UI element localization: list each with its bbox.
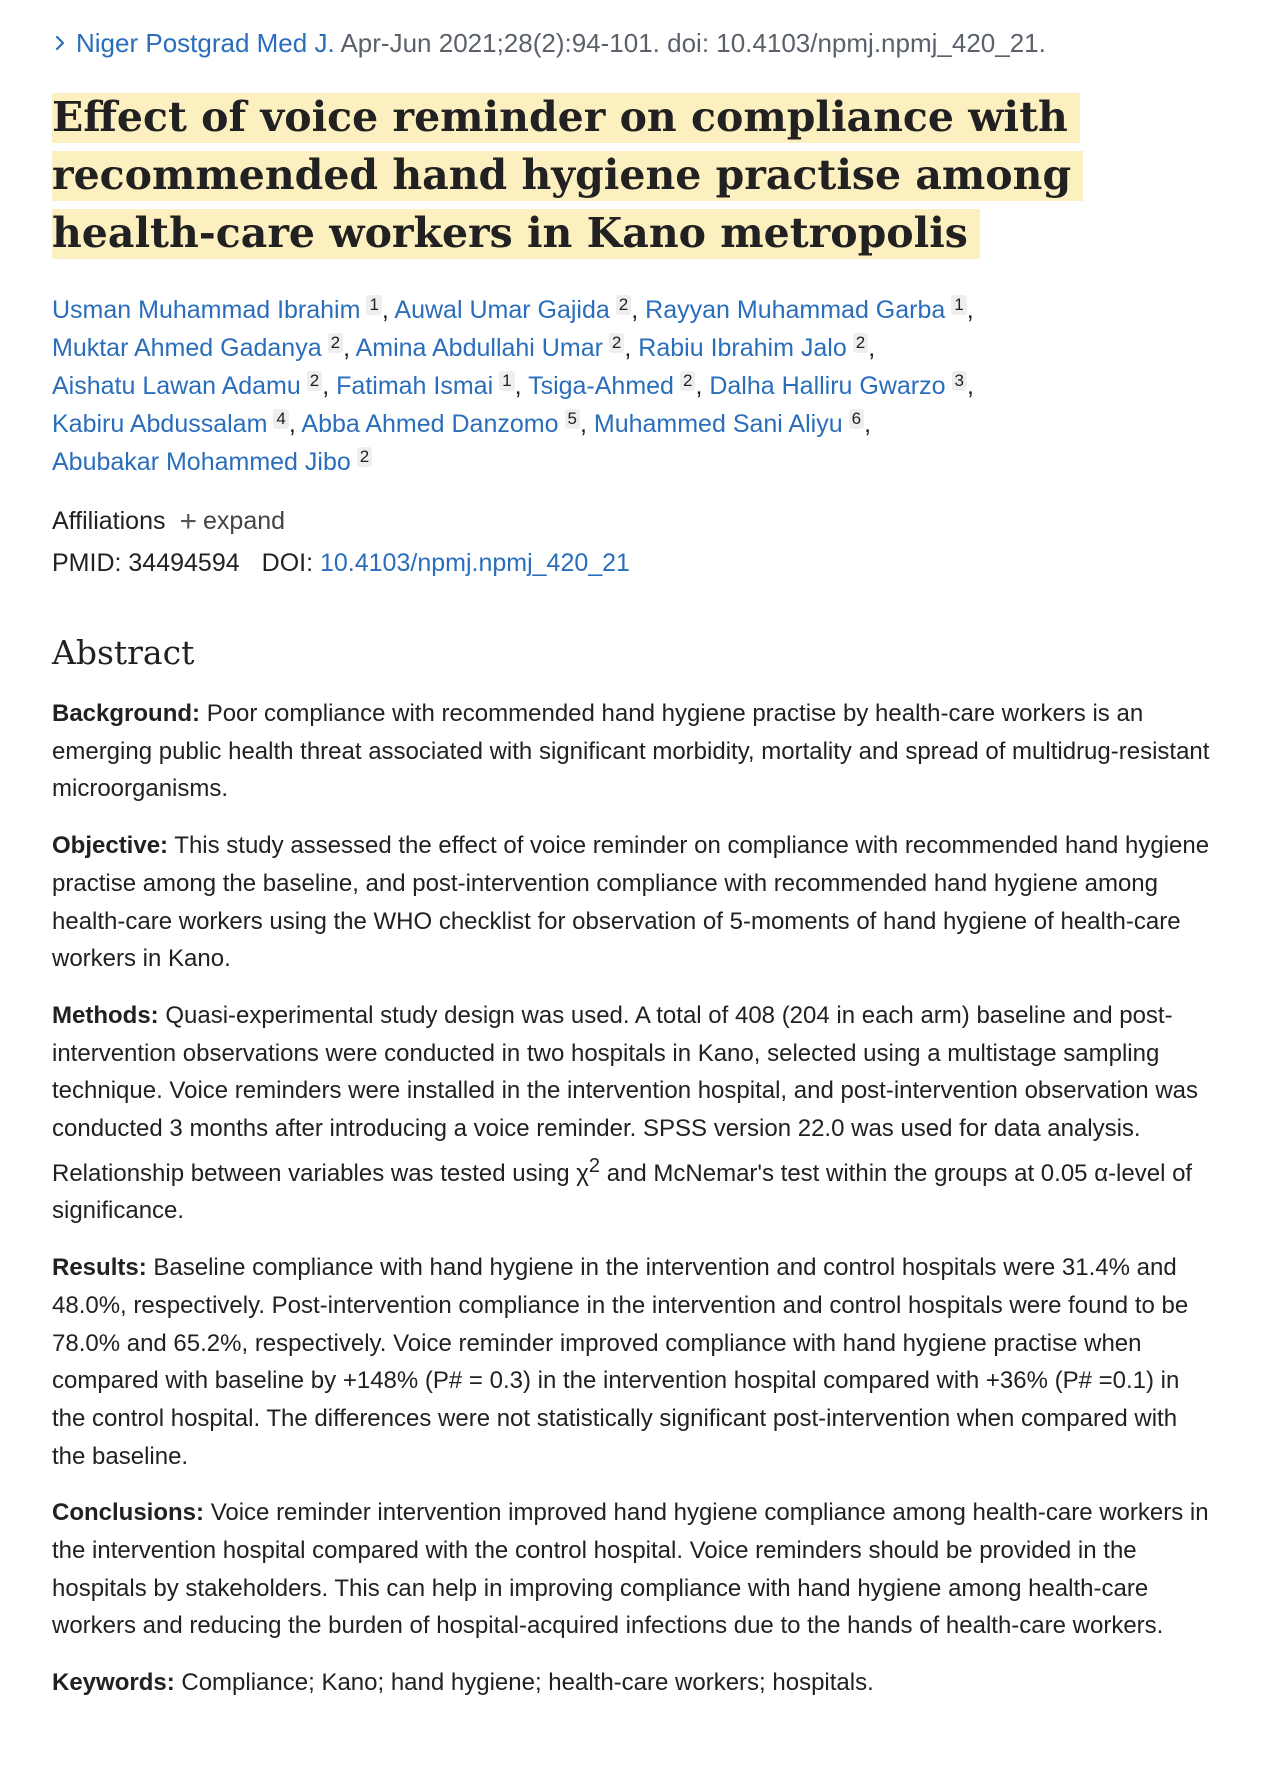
affiliation-number[interactable]: 1 [499,371,514,391]
methods-text-end: and McNemar's test within the groups at 0.05 α-level of significance. [52,1159,1193,1225]
journal-link[interactable]: Niger Postgrad Med J. [76,28,335,58]
author-link[interactable]: Abba Ahmed Danzomo [301,410,559,438]
abstract-heading: Abstract [52,633,195,672]
doi-link[interactable]: 10.4103/npmj.npmj_420_21 [320,549,630,577]
keywords-label: Keywords: [52,1669,175,1697]
abstract-body [52,695,1212,1721]
affiliation-number[interactable]: 1 [366,295,381,315]
article-title [52,88,1212,262]
affiliation-number[interactable]: 2 [616,295,631,315]
affiliation-number[interactable]: 2 [357,447,372,467]
author-link[interactable]: Aishatu Lawan Adamu [52,372,301,400]
results-label: Results: [52,1254,147,1282]
expand-label: expand [203,507,286,535]
chi-square-superscript: 2 [588,1154,601,1177]
author-link[interactable]: Auwal Umar Gajida [394,296,610,324]
abstract-background [52,695,1212,808]
keywords-text: Compliance; Kano; hand hygiene; health-care workers; hospitals. [181,1669,874,1697]
affiliation-number[interactable]: 6 [849,409,864,429]
author-link[interactable]: Rayyan Muhammad Garba [645,296,946,324]
affiliation-number[interactable]: 2 [680,371,695,391]
affiliation-number[interactable]: 2 [853,333,868,353]
doi-label: DOI: [261,549,314,577]
citation-details: Apr-Jun 2021;28(2):94-101. doi: 10.4103/npmj.npmj_420_21. [340,28,1046,58]
conclusions-label: Conclusions: [52,1499,205,1527]
affiliation-number[interactable]: 2 [328,333,343,353]
affiliation-number[interactable]: 1 [951,295,966,315]
results-text: Baseline compliance with hand hygiene in the intervention and control hospitals were 31.4% and 48.0%, respectively. Post-intervention compliance in the intervention and control hospitals were found to be 78.0% and 65.2%, respectively. Voice reminder improved compliance with hand hygiene practise when compared with baseline by +148% (P# = 0.3) in the intervention hospital compared with +36% (P# =0.1) in the control hospital. The differences were not statistically significant post-intervention when compared with the baseline. [52,1254,1189,1470]
methods-text: Quasi-experimental study design was used. A total of 408 (204 in each arm) baseline and post-intervention observations were conducted in two hospitals in Kano, selected using a multistage sampling technique. Voice reminders were installed in the intervention hospital, and post-intervention observation was conducted 3 months after introducing a voice reminder. SPSS version 22.0 was used for data analysis. Relationship between variables was tested using χ [52,1001,1198,1187]
author-link[interactable]: Kabiru Abdussalam [52,410,268,438]
methods-label: Methods: [52,1001,159,1029]
affiliation-number[interactable]: 2 [307,371,322,391]
citation-line [52,26,1046,60]
objective-text: This study assessed the effect of voice reminder on compliance with recommended hand hygiene practise among the baseline, and post-intervention compliance with recommended hand hygiene among health-care workers using the WHO checklist for observation of 5-moments of hand hygiene of health-care workers in Kano. [52,832,1210,973]
author-link[interactable]: Muktar Ahmed Gadanya [52,334,322,362]
abstract-conclusions [52,1494,1212,1645]
objective-label: Objective: [52,832,169,860]
author-list: Usman Muhammad Ibrahim 1 , Auwal Umar Gajida 2 , Rayyan Muhammad Garba 1 , Muktar Ahmed Gadanya 2 , Amina Abdullahi Umar 2 , Rabiu Ibrahim Jalo 2 , Aishatu Lawan Adamu 2 , Fatimah Ismai 1 , Tsiga-Ahmed 2 , Dalha Halliru Gwarzo 3 , Kabiru Abdussalam 4 , Abba Ahmed Danzomo 5 , Muhammed Sani Aliyu 6 , Abubakar Mohammed Jibo 2 [52,295,974,476]
background-label: Background: [52,700,201,727]
affiliation-number[interactable]: 2 [609,333,624,353]
abstract-methods [52,997,1212,1230]
abstract-keywords [52,1664,1212,1702]
author-link[interactable]: Dalha Halliru Gwarzo [709,372,946,400]
author-link[interactable]: Rabiu Ibrahim Jalo [638,334,847,362]
chevron-right-icon [52,35,68,51]
affiliations-label: Affiliations [52,507,166,535]
author-link[interactable]: Fatimah Ismai [336,372,494,400]
author-link[interactable]: Amina Abdullahi Umar [355,334,603,362]
author-link[interactable]: Usman Muhammad Ibrahim [52,296,361,324]
affiliations-expand-button[interactable] [179,505,286,538]
author-link[interactable]: Muhammed Sani Aliyu [593,410,843,438]
identifiers-row [52,546,630,580]
affiliations-row [52,504,285,539]
plus-icon: + [179,505,198,538]
pmid-label: PMID: [52,549,122,577]
pmid-value: 34494594 [128,549,240,577]
affiliation-number[interactable]: 4 [273,409,288,429]
background-text: Poor compliance with recommended hand hygiene practise by health-care workers is an emerging public health threat associated with significant morbidity, mortality and spread of multidrug-resistant microorganisms. [52,700,1210,803]
abstract-objective [52,827,1212,978]
affiliation-number[interactable]: 5 [565,409,580,429]
author-link[interactable]: Tsiga-Ahmed [528,372,674,400]
affiliation-number[interactable]: 3 [952,371,967,391]
conclusions-text: Voice reminder intervention improved hand hygiene compliance among health-care workers in the intervention hospital compared with the control hospital. Voice reminders should be provided in the hospitals by stakeholders. This can help in improving compliance with hand hygiene among health-care workers and reducing the burden of hospital-acquired infections due to the hands of health-care workers. [52,1499,1209,1640]
title-text: Effect of voice reminder on compliance with recommended hand hygiene practise among health-care workers in Kano metropolis [52,93,1083,259]
abstract-results [52,1249,1212,1475]
author-link[interactable]: Abubakar Mohammed Jibo [52,448,351,476]
